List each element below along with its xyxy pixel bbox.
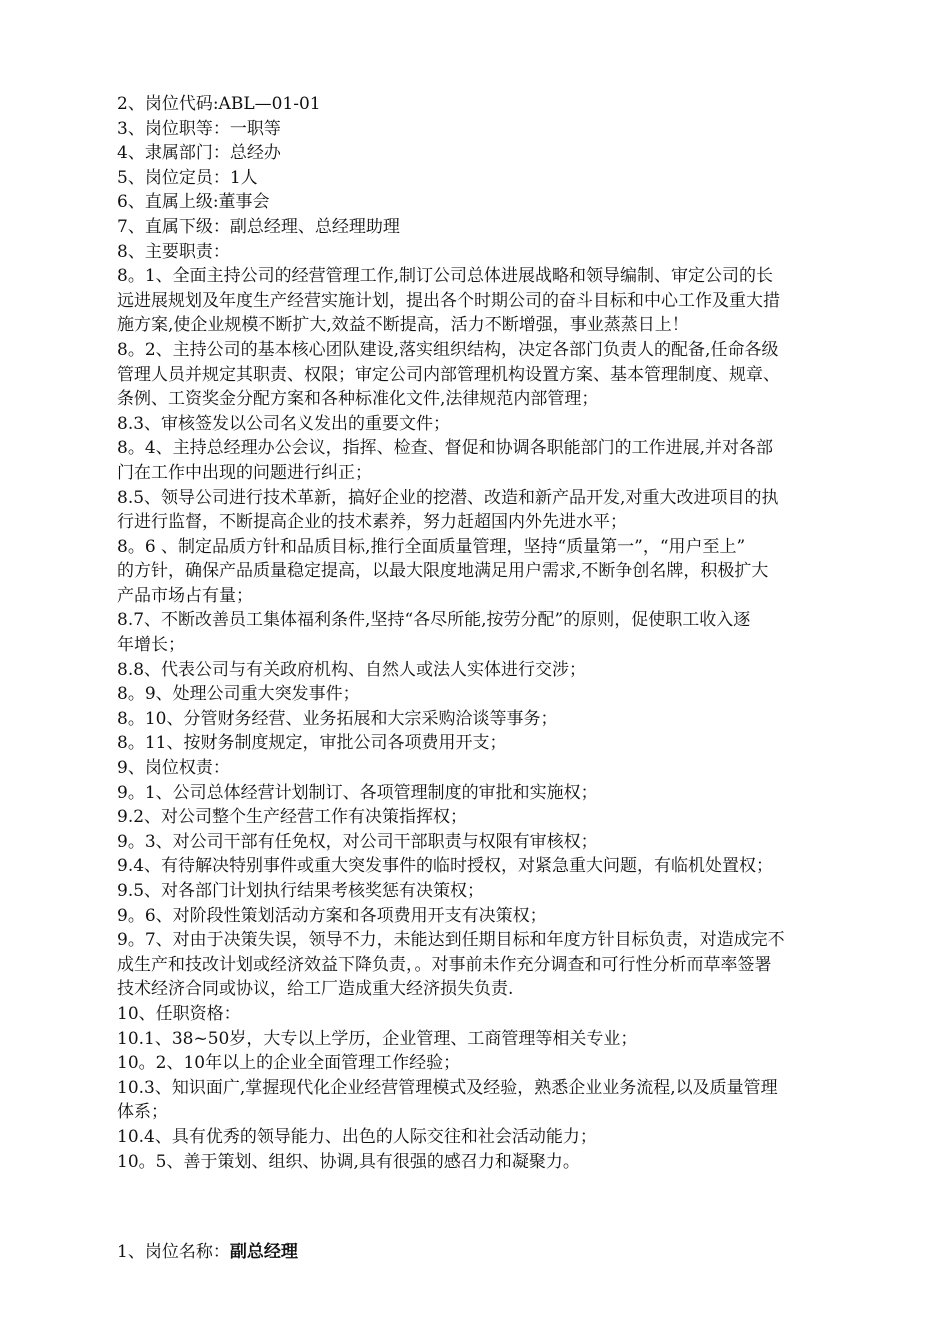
text-line: 9。6、对阶段性策划活动方案和各项费用开支有决策权； xyxy=(117,905,547,926)
text-line: 10.1、38~50岁，大专以上学历，企业管理、工商管理等相关专业； xyxy=(117,1028,638,1049)
text-line: 体系； xyxy=(117,1102,168,1123)
text-line: 8.3、审核签发以公司名义发出的重要文件； xyxy=(117,413,451,434)
text-line: 9、岗位权责： xyxy=(117,758,230,779)
text-line: 3、岗位职等：一职等 xyxy=(117,118,281,139)
text-line: 10、任职资格： xyxy=(117,1003,241,1024)
text-line: 6、直属上级:董事会 xyxy=(117,192,270,213)
text-line: 8。6 、制定品质方针和品质目标,推行全面质量管理，坚持“质量第一”，“用户至上” xyxy=(117,536,746,557)
text-line: 8。9、处理公司重大突发事件； xyxy=(117,684,360,705)
text-line: 10。2、10年以上的企业全面管理工作经验； xyxy=(117,1053,461,1074)
text-line: 9.4、有待解决特别事件或重大突发事件的临时授权，对紧急重大问题，有临机处置权； xyxy=(117,856,774,877)
text-line: 5、岗位定员：1人 xyxy=(117,167,258,188)
text-line: 的方针，确保产品质量稳定提高，以最大限度地满足用户需求,不断争创名牌，积极扩大 xyxy=(117,561,769,582)
text-line: 年增长； xyxy=(117,635,185,656)
text-line: 7、直属下级：副总经理、总经理助理 xyxy=(117,216,400,237)
position-name-value: 副总经理 xyxy=(229,1242,298,1262)
text-line: 成生产和技改计划或经济效益下降负责，。对事前未作充分调查和可行性分析而草率签署 xyxy=(117,954,772,975)
text-line: 8。2、主持公司的基本核心团队建设,落实组织结构，决定各部门负责人的配备,任命各级 xyxy=(117,339,779,360)
text-line: 10.3、知识面广,掌握现代化企业经营管理模式及经验，熟悉企业业务流程,以及质量管理 xyxy=(117,1077,778,1098)
text-line: 门在工作中出现的问题进行纠正； xyxy=(117,462,372,483)
text-line: 条例、工资奖金分配方案和各种标准化文件,法律规范内部管理； xyxy=(117,389,599,410)
text-line: 2、岗位代码:ABL—01-01 xyxy=(117,94,321,114)
text-line: 远进展规划及年度生产经营实施计划，提出各个时期公司的奋斗目标和中心工作及重大措 xyxy=(117,290,780,311)
next-position-heading xyxy=(117,1240,867,1265)
text-line: 8.7、不断改善员工集体福利条件,坚持“各尽所能,按劳分配”的原则，促使职工收入逐 xyxy=(117,610,751,631)
text-line: 8。10、分管财务经营、业务拓展和大宗采购洽谈等事务； xyxy=(117,708,558,729)
text-line: 9。3、对公司干部有任免权，对公司干部职责与权限有审核权； xyxy=(117,831,598,852)
text-line: 9.5、对各部门计划执行结果考核奖惩有决策权； xyxy=(117,881,485,901)
text-line: 技术经济合同或协议，给工厂造成重大经济损失负责. xyxy=(117,979,514,1000)
text-line: 8。11、按财务制度规定，审批公司各项费用开支； xyxy=(117,733,507,754)
position-name-label: 1、岗位名称： xyxy=(117,1242,230,1262)
text-line: 施方案,使企业规模不断扩大,效益不断提高，活力不断增强，事业蒸蒸日上！ xyxy=(117,315,689,336)
text-line: 10.4、具有优秀的领导能力、出色的人际交往和社会活动能力； xyxy=(117,1126,597,1147)
text-line: 9。1、公司总体经营计划制订、各项管理制度的审批和实施权； xyxy=(117,782,598,803)
text-line: 8.8、代表公司与有关政府机构、自然人或法人实体进行交涉； xyxy=(117,659,587,680)
text-line: 8、主要职责： xyxy=(117,241,230,262)
text-line: 10。5、善于策划、组织、协调,具有很强的感召力和凝聚力。 xyxy=(117,1151,580,1172)
text-line: 产品市场占有量； xyxy=(117,585,253,606)
text-line: 8。4、主持总经理办公会议，指挥、检查、督促和协调各职能部门的工作进展,并对各部 xyxy=(117,438,774,459)
text-line: 9。7、对由于决策失误，领导不力，未能达到任期目标和年度方针目标负责，对造成完不 xyxy=(117,930,785,951)
text-line: 9.2、对公司整个生产经营工作有决策指挥权； xyxy=(117,807,468,828)
text-line: 8.5、领导公司进行技术革新，搞好企业的挖潜、改造和新产品开发,对重大改进项目的执 xyxy=(117,487,779,508)
document-body xyxy=(117,92,867,1174)
text-line: 行进行监督，不断提高企业的技术素养，努力赶超国内外先进水平； xyxy=(117,512,627,533)
text-line: 8。1、全面主持公司的经营管理工作,制订公司总体进展战略和领导编制、审定公司的长 xyxy=(117,266,774,287)
text-line: 4、隶属部门：总经办 xyxy=(117,143,281,164)
text-line: 管理人员并规定其职责、权限；审定公司内部管理机构设置方案、基本管理制度、规章、 xyxy=(117,364,780,385)
